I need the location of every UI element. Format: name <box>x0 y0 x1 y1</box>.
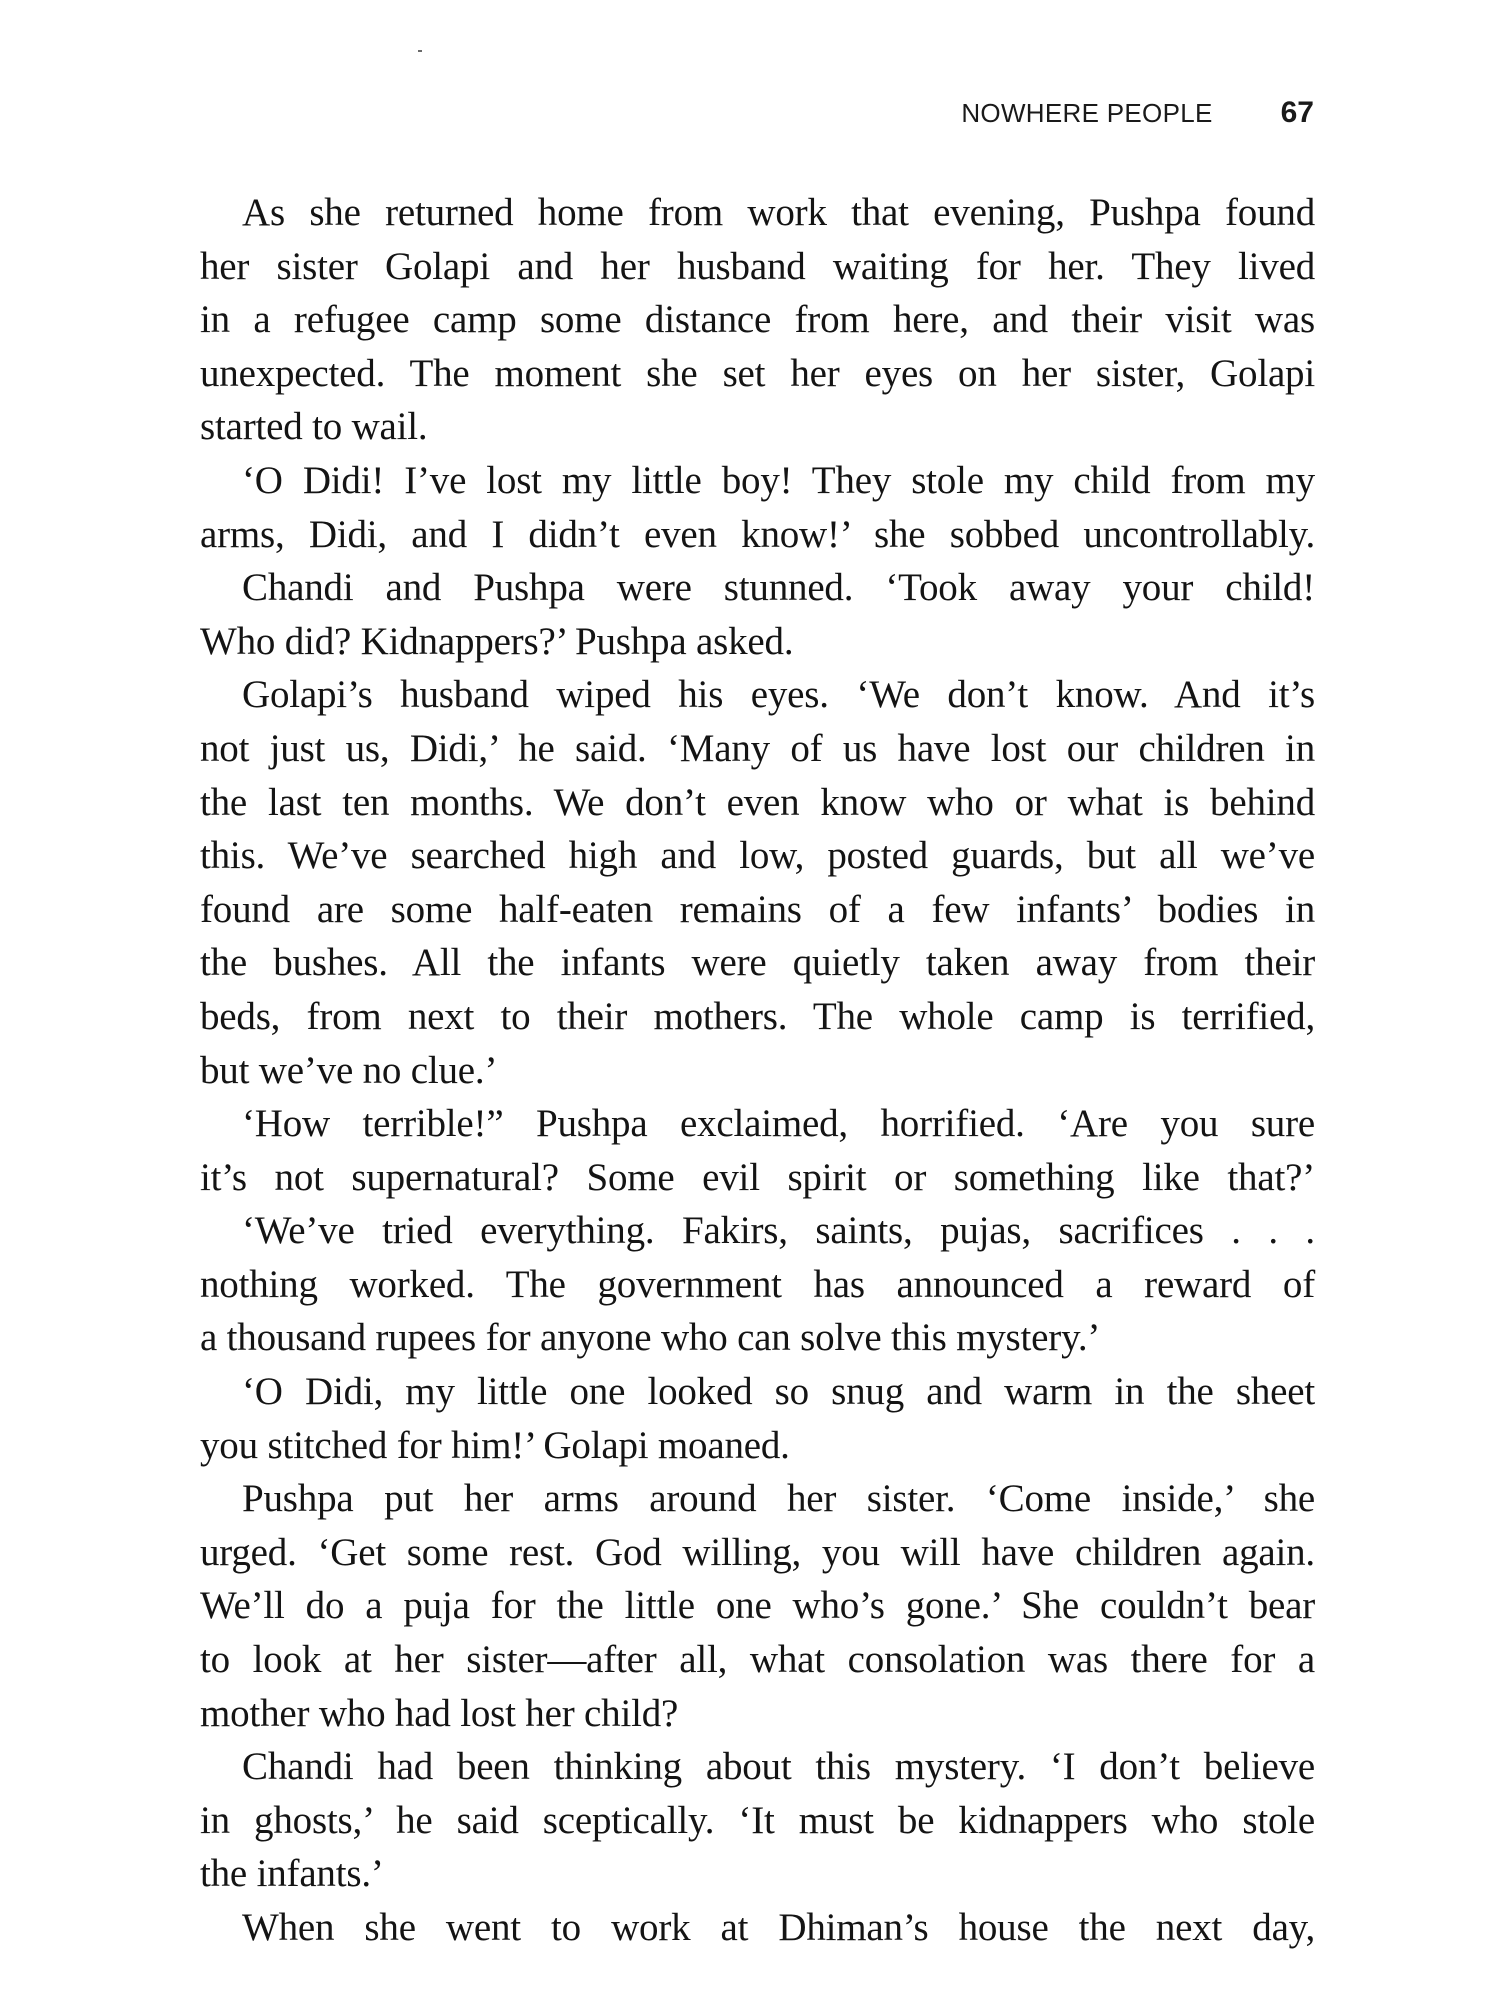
text-line: Who did? Kidnappers?’ Pushpa asked. <box>200 619 794 663</box>
text-line: the infants.’ <box>200 1852 384 1896</box>
running-head <box>961 96 1314 130</box>
text-line: urged. ‘Get some rest. God willing, you will have children again. <box>200 1530 1315 1574</box>
text-line: When she went to work at Dhiman’s house the next day, <box>242 1906 1315 1949</box>
text-line: a thousand rupees for anyone who can solve this mystery.’ <box>200 1316 1101 1360</box>
text-line: As she returned home from work that evening, Pushpa found <box>242 191 1315 234</box>
text-line: Pushpa put her arms around her sister. ‘Come inside,’ she <box>242 1477 1315 1521</box>
text-line: this. We’ve searched high and low, posted guards, but all we’ve <box>200 834 1315 878</box>
text-line: ‘O Didi! I’ve lost my little boy! They stole my child from my <box>242 458 1315 502</box>
text-line: in ghosts,’ he said sceptically. ‘It must be kidnappers who stole <box>200 1798 1315 1842</box>
text-line: the last ten months. We don’t even know who or what is behind <box>200 780 1315 824</box>
text-line: ‘O Didi, my little one looked so snug and warm in the sheet <box>242 1370 1315 1414</box>
text-line: Chandi had been thinking about this mystery. ‘I don’t believe <box>242 1745 1315 1789</box>
page-number: 67 <box>1280 96 1314 129</box>
text-line: found are some half-eaten remains of a few infants’ bodies in <box>200 887 1315 931</box>
body-text <box>200 186 1315 1955</box>
text-line: started to wail. <box>200 405 428 449</box>
scan-speck <box>418 50 422 52</box>
text-line: ‘How terrible!” Pushpa exclaimed, horrified. ‘Are you sure <box>242 1102 1315 1146</box>
text-line: Chandi and Pushpa were stunned. ‘Took away your child! <box>242 566 1315 610</box>
text-line: the bushes. All the infants were quietly taken away from their <box>200 941 1315 985</box>
text-line: her sister Golapi and her husband waiting for her. They lived <box>200 244 1315 288</box>
text-line: arms, Didi, and I didn’t even know!’ she sobbed uncontrollably. <box>200 512 1315 556</box>
text-line: not just us, Didi,’ he said. ‘Many of us have lost our children in <box>200 726 1315 770</box>
text-line: Golapi’s husband wiped his eyes. ‘We don’t know. And it’s <box>242 673 1315 717</box>
text-line: to look at her sister—after all, what consolation was there for a <box>200 1638 1315 1682</box>
running-title: NOWHERE PEOPLE <box>961 98 1213 128</box>
text-line: mother who had lost her child? <box>200 1691 679 1735</box>
text-line: in a refugee camp some distance from here, and their visit was <box>200 298 1315 342</box>
text-line: but we’ve no clue.’ <box>200 1048 498 1092</box>
text-line: ‘We’ve tried everything. Fakirs, saints, pujas, sacrifices . . . <box>242 1209 1315 1253</box>
text-line: nothing worked. The government has announced a reward of <box>200 1262 1315 1306</box>
text-line: it’s not supernatural? Some evil spirit or something like that?’ <box>200 1155 1315 1199</box>
text-line: We’ll do a puja for the little one who’s gone.’ She couldn’t bear <box>200 1584 1315 1628</box>
text-line: you stitched for him!’ Golapi moaned. <box>200 1423 790 1467</box>
text-line: beds, from next to their mothers. The whole camp is terrified, <box>200 994 1315 1038</box>
text-line: unexpected. The moment she set her eyes on her sister, Golapi <box>200 351 1315 395</box>
